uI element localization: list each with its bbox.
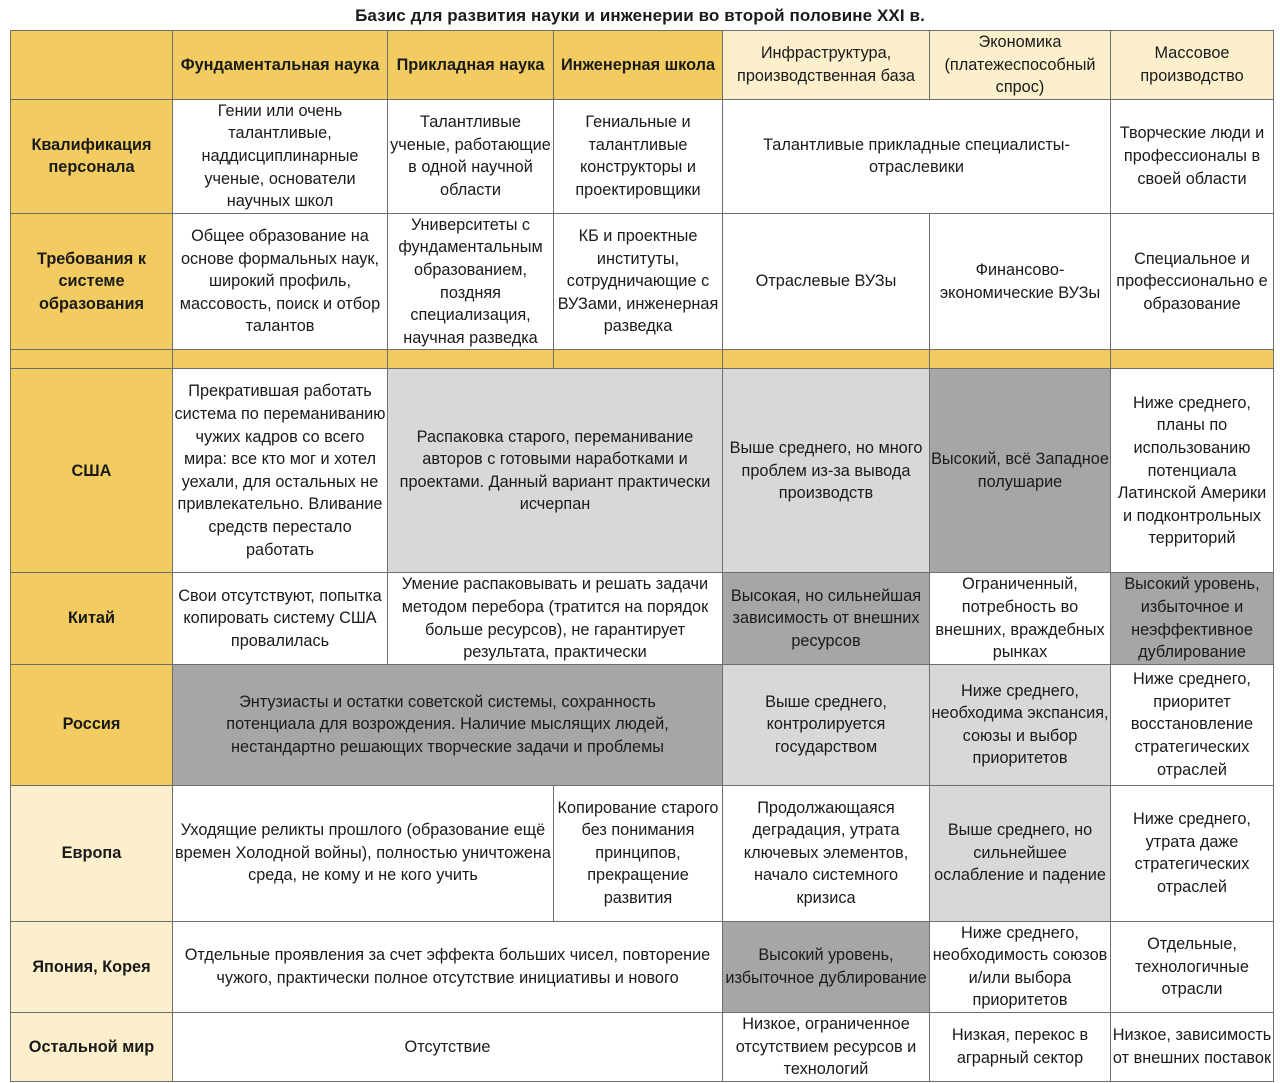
cell-education-fundamental: Общее образование на основе формальных наук, широкий профиль, массовость, поиск и отбор талантов (173, 213, 388, 350)
cell-japan-korea-economy: Ниже среднего, необходимость союзов и/или выбора приоритетов (930, 921, 1111, 1012)
column-header-engineering-school: Инженерная школа (554, 31, 723, 100)
table-row-education (11, 213, 1274, 350)
row-label-china: Китай (11, 573, 173, 664)
cell-europe-infra: Продолжающаяся деградация, утрата ключевых элементов, начало системного кризиса (723, 785, 930, 921)
row-label-rest-of-world: Остальной мир (11, 1013, 173, 1082)
separator-cell (930, 350, 1111, 369)
column-header-economy: Экономика (платежеспособный спрос) (930, 31, 1111, 100)
cell-rest-economy: Низкая, перекос в аграрный сектор (930, 1013, 1111, 1082)
column-header-applied-science: Прикладная наука (388, 31, 554, 100)
table-row-china (11, 573, 1274, 664)
cell-japan-korea-mass: Отдельные, технологичные отрасли (1111, 921, 1274, 1012)
row-label-education: Требования к системе образования (11, 213, 173, 350)
column-header-mass-production: Массовое производство (1111, 31, 1274, 100)
separator-cell (388, 350, 554, 369)
cell-rest-infra: Низкое, ограниченное отсутствием ресурсов и технологий (723, 1013, 930, 1082)
cell-china-fundamental: Свои отсутствуют, попытка копировать систему США провалилась (173, 573, 388, 664)
cell-china-economy: Ограниченный, потребность во внешних, враждебных рынках (930, 573, 1111, 664)
page-title: Базис для развития науки и инженерии во второй половине XXI в. (355, 6, 925, 25)
cell-usa-applied-engineering: Распаковка старого, переманивание авторов с готовыми наработками и проектами. Данный вариант практически исчерпан (388, 369, 723, 573)
separator-cell (173, 350, 388, 369)
cell-europe-fundamental-applied: Уходящие реликты прошлого (образование ещё времен Холодной войны), полностью уничтожена среда, не кому и не кого учить (173, 785, 554, 921)
cell-japan-korea-science-engineering: Отдельные проявления за счет эффекта больших чисел, повторение чужого, практически полное отсутствие инициативы и нового (173, 921, 723, 1012)
table-row-qualification (11, 99, 1274, 213)
cell-usa-mass: Ниже среднего, планы по использованию потенциала Латинской Америки и подконтрольных территорий (1111, 369, 1274, 573)
cell-russia-mass: Ниже среднего, приоритет восстановление стратегических отраслей (1111, 664, 1274, 785)
cell-china-mass: Высокий уровень, избыточное и неэффективное дублирование (1111, 573, 1274, 664)
row-label-qualification: Квалификация персонала (11, 99, 173, 213)
table-row-rest-of-world (11, 1013, 1274, 1082)
comparison-table (10, 30, 1274, 1082)
cell-russia-infra: Выше среднего, контролируется государством (723, 664, 930, 785)
cell-russia-economy: Ниже среднего, необходима экспансия, союзы и выбор приоритетов (930, 664, 1111, 785)
table-row-russia (11, 664, 1274, 785)
cell-qualification-engineering: Гениальные и талантливые конструкторы и проектировщики (554, 99, 723, 213)
header-row (11, 31, 1274, 100)
row-label-japan-korea: Япония, Корея (11, 921, 173, 1012)
cell-europe-engineering: Копирование старого без понимания принципов, прекращение развития (554, 785, 723, 921)
cell-qualification-mass: Творческие люди и профессионалы в своей области (1111, 99, 1274, 213)
column-header-fundamental-science: Фундаментальная наука (173, 31, 388, 100)
cell-japan-korea-infra: Высокий уровень, избыточное дублирование (723, 921, 930, 1012)
row-label-russia: Россия (11, 664, 173, 785)
cell-qualification-applied: Талантливые ученые, работающие в одной научной области (388, 99, 554, 213)
separator-cell (723, 350, 930, 369)
row-label-europe: Европа (11, 785, 173, 921)
table-row-europe (11, 785, 1274, 921)
separator-cell (554, 350, 723, 369)
cell-education-mass: Специальное и профессионально е образование (1111, 213, 1274, 350)
header-corner (11, 31, 173, 100)
cell-education-infra: Отраслевые ВУЗы (723, 213, 930, 350)
cell-europe-mass: Ниже среднего, утрата даже стратегических отраслей (1111, 785, 1274, 921)
cell-usa-economy: Высокий, всё Западное полушарие (930, 369, 1111, 573)
table-row-usa (11, 369, 1274, 573)
cell-education-applied: Университеты с фундаментальным образованием, поздняя специализация, научная разведка (388, 213, 554, 350)
cell-qualification-fundamental: Гении или очень талантливые, наддисциплинарные ученые, основатели научных школ (173, 99, 388, 213)
row-label-usa: США (11, 369, 173, 573)
cell-usa-infra: Выше среднего, но много проблем из-за вывода производств (723, 369, 930, 573)
cell-china-infra: Высокая, но сильнейшая зависимость от внешних ресурсов (723, 573, 930, 664)
cell-education-engineering: КБ и проектные институты, сотрудничающие с ВУЗами, инженерная разведка (554, 213, 723, 350)
table-row-japan-korea (11, 921, 1274, 1012)
separator-row (11, 350, 1274, 369)
cell-china-applied-engineering: Умение распаковывать и решать задачи методом перебора (тратится на порядок больше ресурсов), не гарантирует результата, практически (388, 573, 723, 664)
cell-rest-mass: Низкое, зависимость от внешних поставок (1111, 1013, 1274, 1082)
column-header-infrastructure: Инфраструктура, производственная база (723, 31, 930, 100)
cell-qualification-infra-economy: Талантливые прикладные специалисты-отраслевики (723, 99, 1111, 213)
separator-cell (1111, 350, 1274, 369)
cell-rest-science-engineering: Отсутствие (173, 1013, 723, 1082)
cell-education-economy: Финансово-экономические ВУЗы (930, 213, 1111, 350)
separator-cell (11, 350, 173, 369)
cell-russia-science-engineering: Энтузиасты и остатки советской системы, сохранность потенциала для возрождения. Наличие мыслящих людей, нестандартно решающих творческие задачи и проблемы (173, 664, 723, 785)
cell-europe-economy: Выше среднего, но сильнейшее ослабление и падение (930, 785, 1111, 921)
cell-usa-fundamental: Прекратившая работать система по переманиванию чужих кадров со всего мира: все кто мог и хотел уехали, для остальных не привлекательно. Вливание средств перестало работать (173, 369, 388, 573)
